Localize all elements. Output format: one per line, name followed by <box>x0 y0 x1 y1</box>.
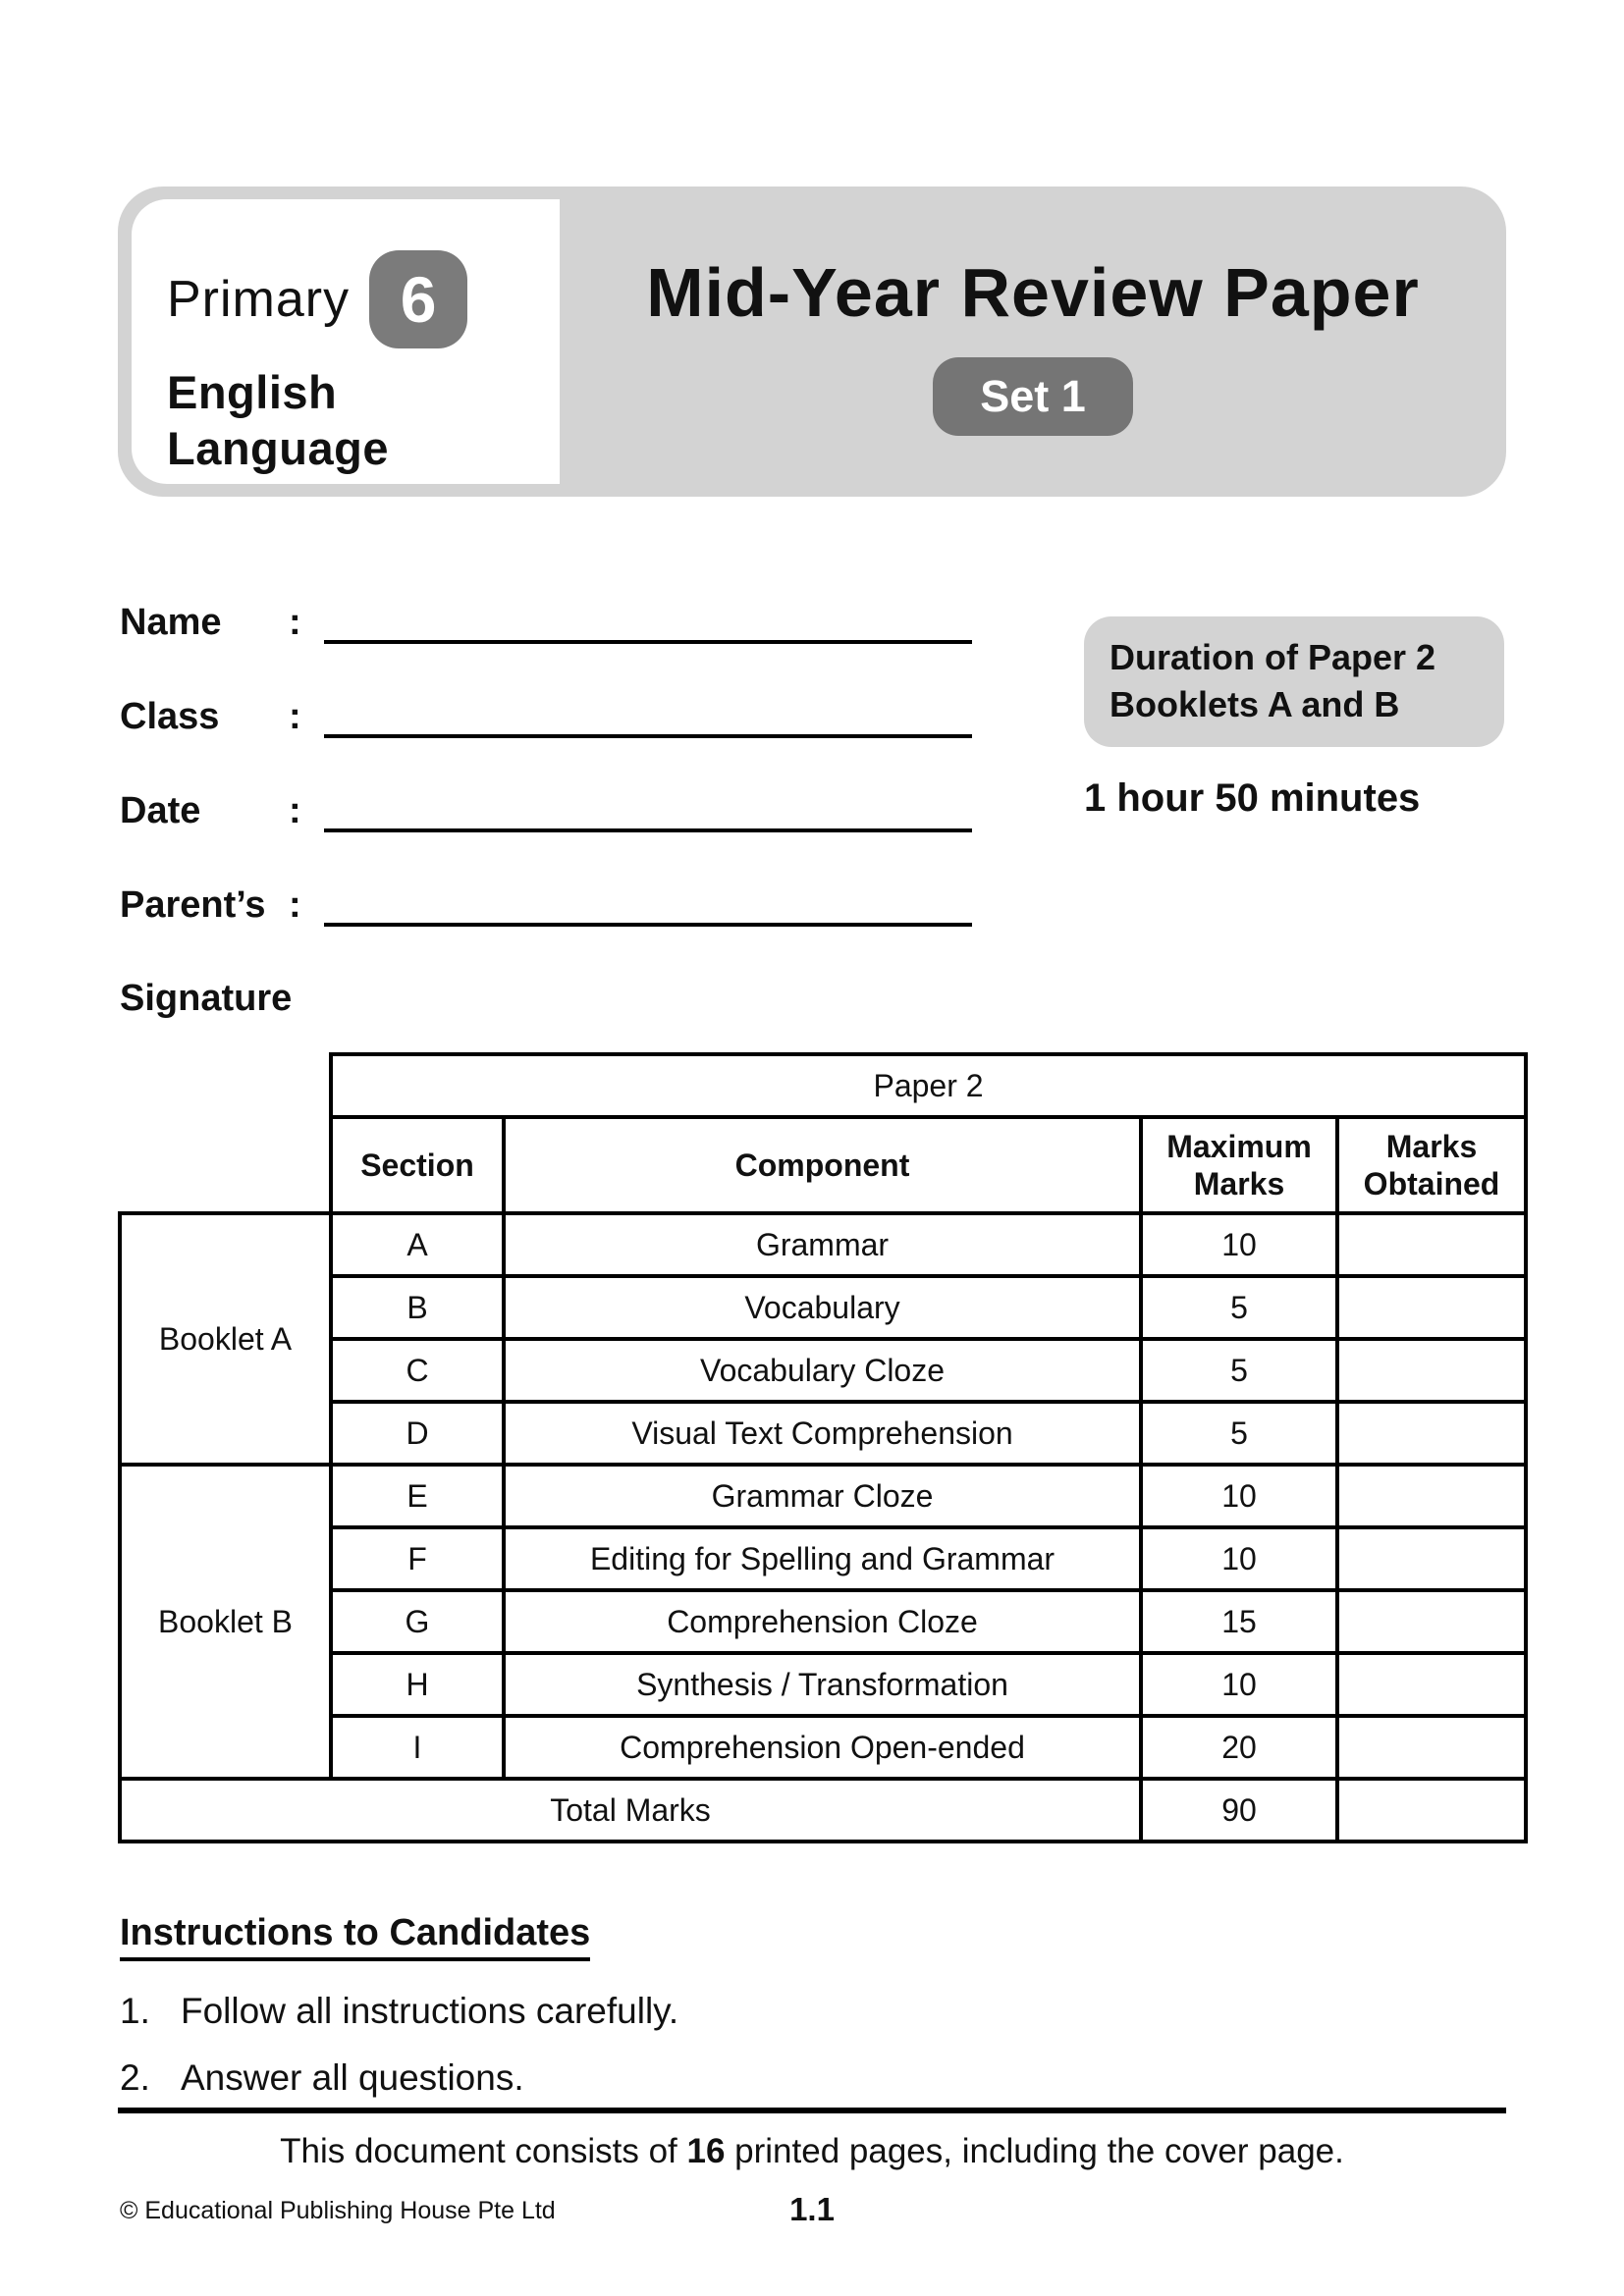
component-cell: Grammar <box>504 1213 1141 1276</box>
duration-box <box>1084 616 1504 747</box>
date-field-row <box>120 789 972 832</box>
total-max-marks: 90 <box>1141 1779 1337 1842</box>
component-cell: Synthesis / Transformation <box>504 1653 1141 1716</box>
date-label: Date <box>120 790 201 831</box>
date-input-line[interactable] <box>324 795 972 832</box>
table-row <box>120 1653 1526 1716</box>
max-marks-cell: 5 <box>1141 1276 1337 1339</box>
name-input-line[interactable] <box>324 607 972 644</box>
instruction-text: Follow all instructions carefully. <box>181 1991 679 2031</box>
class-input-line[interactable] <box>324 701 972 738</box>
instruction-number: 2. <box>120 2057 150 2098</box>
component-cell: Vocabulary <box>504 1276 1141 1339</box>
marks-obtained-blank[interactable] <box>1337 1213 1526 1276</box>
grade-badge: 6 <box>369 250 467 348</box>
level-row <box>167 250 560 348</box>
col-header-marks-obtained: Marks Obtained <box>1337 1117 1526 1213</box>
page-title: Mid-Year Review Paper <box>646 254 1420 331</box>
section-cell: C <box>331 1339 504 1402</box>
col-header-max-marks: Maximum Marks <box>1141 1117 1337 1213</box>
max-marks-cell: 10 <box>1141 1527 1337 1590</box>
marks-obtained-blank[interactable] <box>1337 1653 1526 1716</box>
date-colon: : <box>289 790 301 831</box>
marks-obtained-blank[interactable] <box>1337 1590 1526 1653</box>
page-number: 1.1 <box>789 2191 835 2227</box>
table-total-row <box>120 1779 1526 1842</box>
table-row <box>120 1527 1526 1590</box>
instructions-section <box>120 1912 1298 2124</box>
table-corner-spacer <box>120 1054 331 1117</box>
footer-row <box>0 2191 1624 2230</box>
name-field-row <box>120 601 972 644</box>
section-cell: I <box>331 1716 504 1779</box>
table-title-row <box>120 1054 1526 1117</box>
parent-colon: : <box>289 884 301 926</box>
table-row <box>120 1213 1526 1276</box>
copyright-notice: © Educational Publishing House Pte Ltd <box>120 2197 556 2224</box>
duration-time: 1 hour 50 minutes <box>1084 776 1421 821</box>
subject-card <box>132 199 560 484</box>
section-cell: E <box>331 1465 504 1527</box>
parent-signature-input-line[interactable] <box>324 889 972 927</box>
table-row <box>120 1590 1526 1653</box>
duration-block <box>1084 616 1504 821</box>
pages-count: 16 <box>686 2132 726 2170</box>
duration-line2: Booklets A and B <box>1110 683 1400 724</box>
component-cell: Comprehension Cloze <box>504 1590 1141 1653</box>
table-title: Paper 2 <box>331 1054 1526 1117</box>
table-row <box>120 1465 1526 1527</box>
section-cell: A <box>331 1213 504 1276</box>
total-marks-label: Total Marks <box>120 1779 1141 1842</box>
signature-label: Signature <box>120 978 293 1019</box>
instruction-item <box>120 1991 1298 2032</box>
booklet-b-label: Booklet B <box>120 1465 331 1779</box>
total-marks-obtained-blank[interactable] <box>1337 1779 1526 1842</box>
table-row <box>120 1276 1526 1339</box>
marks-obtained-blank[interactable] <box>1337 1402 1526 1465</box>
student-info-form <box>120 601 972 1020</box>
marks-obtained-blank[interactable] <box>1337 1527 1526 1590</box>
component-cell: Vocabulary Cloze <box>504 1339 1141 1402</box>
marks-obtained-blank[interactable] <box>1337 1339 1526 1402</box>
max-marks-cell: 10 <box>1141 1653 1337 1716</box>
title-area <box>560 187 1506 497</box>
section-cell: G <box>331 1590 504 1653</box>
subject-name <box>167 364 560 477</box>
subject-line2: Language <box>167 422 389 475</box>
pages-note-prefix: This document consists of <box>280 2132 687 2170</box>
parent-label: Parent’s <box>120 884 266 926</box>
section-cell: D <box>331 1402 504 1465</box>
name-label: Name <box>120 602 222 643</box>
instructions-heading: Instructions to Candidates <box>120 1912 590 1961</box>
instruction-number: 1. <box>120 1991 150 2031</box>
class-label: Class <box>120 696 220 737</box>
table-corner-spacer <box>120 1117 331 1213</box>
component-cell: Comprehension Open-ended <box>504 1716 1141 1779</box>
pages-note <box>0 2132 1624 2171</box>
max-marks-cell: 10 <box>1141 1465 1337 1527</box>
section-cell: B <box>331 1276 504 1339</box>
section-cell: H <box>331 1653 504 1716</box>
instruction-text: Answer all questions. <box>181 2057 524 2098</box>
component-cell: Grammar Cloze <box>504 1465 1141 1527</box>
max-marks-cell: 5 <box>1141 1339 1337 1402</box>
marks-obtained-blank[interactable] <box>1337 1276 1526 1339</box>
table-row <box>120 1716 1526 1779</box>
component-cell: Editing for Spelling and Grammar <box>504 1527 1141 1590</box>
marks-obtained-blank[interactable] <box>1337 1465 1526 1527</box>
instruction-item <box>120 2057 1298 2099</box>
component-cell: Visual Text Comprehension <box>504 1402 1141 1465</box>
booklet-a-label: Booklet A <box>120 1213 331 1465</box>
header-band <box>118 187 1506 497</box>
level-label: Primary <box>167 271 351 328</box>
class-field-row <box>120 695 972 738</box>
class-colon: : <box>289 696 301 737</box>
max-marks-cell: 10 <box>1141 1213 1337 1276</box>
set-badge: Set 1 <box>933 357 1133 436</box>
parent-signature-field-row <box>120 883 972 927</box>
max-marks-cell: 5 <box>1141 1402 1337 1465</box>
table-header-row <box>120 1117 1526 1213</box>
max-marks-cell: 15 <box>1141 1590 1337 1653</box>
max-marks-cell: 20 <box>1141 1716 1337 1779</box>
marks-table <box>118 1052 1528 1843</box>
marks-obtained-blank[interactable] <box>1337 1716 1526 1779</box>
col-header-component: Component <box>504 1117 1141 1213</box>
table-row <box>120 1339 1526 1402</box>
pages-note-suffix: printed pages, including the cover page. <box>725 2132 1344 2170</box>
name-colon: : <box>289 602 301 643</box>
subject-line1: English <box>167 366 338 418</box>
duration-line1: Duration of Paper 2 <box>1110 637 1436 677</box>
col-header-section: Section <box>331 1117 504 1213</box>
table-row <box>120 1402 1526 1465</box>
section-cell: F <box>331 1527 504 1590</box>
footer-divider-rule <box>118 2108 1506 2113</box>
